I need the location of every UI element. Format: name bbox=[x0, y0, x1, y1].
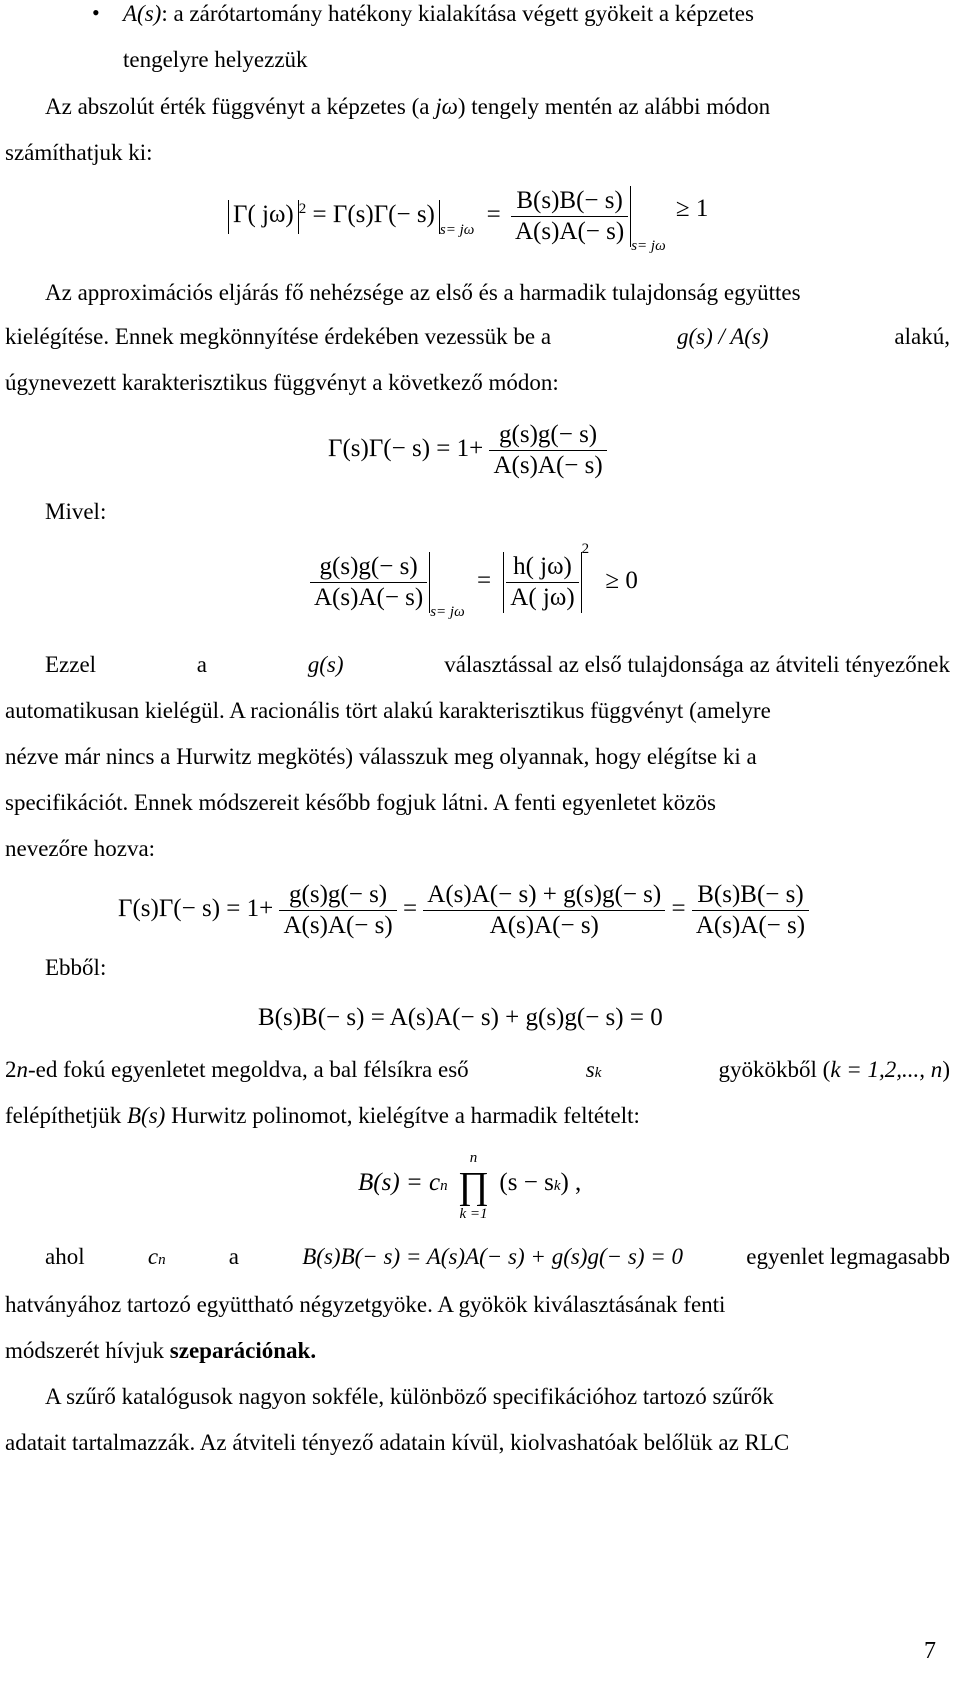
p1-line2: számíthatjuk ki: bbox=[5, 140, 153, 165]
bullet-line2: tengelyre helyezzük bbox=[123, 47, 308, 72]
equation-5: B(s)B(− s) = A(s)A(− s) + g(s)g(− s) = 0 bbox=[258, 1004, 663, 1031]
p3-line5: nevezőre hozva: bbox=[5, 836, 156, 861]
equation-1: Γ( jω) $^2 = \Gamma(s)\Gamma(- s)_{s= j\omega}$ = $\frac{B(s)B(- s)}{A(s)A(- s)}$ $_{s= j\omega}$ ≥ 1 bbox=[228, 186, 708, 247]
p5-line3: módszerét hívjuk szeparációnak. bbox=[5, 1338, 317, 1363]
equation-3: $\frac{g(s)g(- s)}{A(s)A(- s)}$ $_{s= j\omega}$ = $\frac{h( j\omega)}{A( j\omega)}$ $^2$ ≥ 0 bbox=[310, 552, 638, 613]
p4-line1: 2n-ed fokú egyenletet megoldva, a bal félsíkra eső sk gyökökből (k = 1,2,..., n) bbox=[5, 1057, 950, 1082]
bullet-symbol: A(s) bbox=[123, 1, 162, 26]
bullet-icon: • bbox=[92, 0, 100, 25]
p5-line1: ahol cn a B(s)B(− s) = A(s)A(− s) + g(s)g(− s) = 0 egyenlet legmagasabb bbox=[45, 1244, 950, 1269]
p6-line1: A szűrő katalógusok nagyon sokféle, különböző specifikációhoz tartozó szűrők bbox=[45, 1384, 774, 1409]
p3-line4: specifikációt. Ennek módszereit később fogjuk látni. A fenti egyenletet közös bbox=[5, 790, 716, 815]
p6-line2: adatait tartalmazzák. Az átviteli tényező adatain kívül, kiolvashatóak belőlük az RLC bbox=[5, 1430, 790, 1455]
equation-2: Γ(s)Γ(− s) = 1+ $\frac{g(s)g(- s)}{A(s)A(- s)}$ bbox=[328, 420, 607, 481]
p4-line2: felépíthetjük B(s) Hurwitz polinomot, kielégítve a harmadik feltételt: bbox=[5, 1103, 640, 1128]
mivel-label: Mivel: bbox=[45, 499, 107, 524]
p2-line1: Az approximációs eljárás fő nehézsége az első és a harmadik tulajdonság együttes bbox=[45, 280, 801, 305]
equation-6: B(s) = cn n ∏ k =1 (s − sk) , bbox=[358, 1150, 582, 1222]
p3-line2: automatikusan kielégül. A racionális tört alakú karakterisztikus függvényt (amelyre bbox=[5, 698, 771, 723]
p2-line2: kielégítése. Ennek megkönnyítése érdekében vezessük be a g(s) / A(s) alakú, bbox=[5, 324, 950, 349]
p1-line1: Az abszolút érték függvényt a képzetes (a jω) tengely mentén az alábbi módon bbox=[45, 94, 771, 119]
p2-line3: úgynevezett karakterisztikus függvényt a következő módon: bbox=[5, 370, 559, 395]
p3-line3: nézve már nincs a Hurwitz megkötés) válasszuk meg olyannak, hogy elégítse ki a bbox=[5, 744, 757, 769]
p5-line2: hatványához tartozó együttható négyzetgyöke. A gyökök kiválasztásának fenti bbox=[5, 1292, 726, 1317]
bullet-line1: : a zárótartomány hatékony kialakítása végett gyökeit a képzetes bbox=[161, 1, 754, 26]
p3-line1: Ezzel a g(s) választással az első tulajdonsága az átviteli tényezőnek bbox=[45, 652, 950, 677]
page-number: 7 bbox=[924, 1638, 936, 1664]
equation-4: Γ(s)Γ(− s) = 1+ $\frac{g(s)g(- s)}{A(s)A(- s)}$ = $\frac{A(s)A(- s) + g(s)g(- s)}{A(s)A(- s)}$ = $\frac{B(s)B(- s)}{A(s)A(- s)}$ bbox=[118, 880, 809, 941]
ebbol-label: Ebből: bbox=[45, 955, 107, 980]
